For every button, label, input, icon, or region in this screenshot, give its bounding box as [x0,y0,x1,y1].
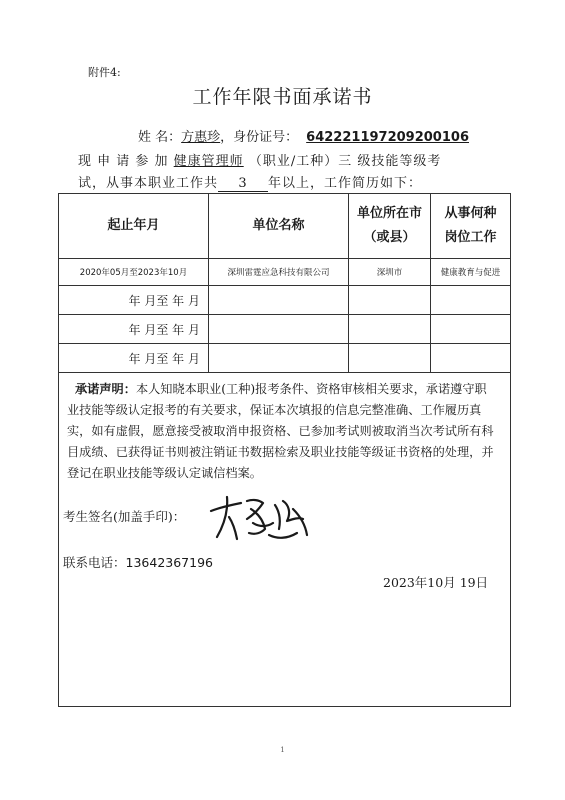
column-header [209,194,349,259]
cell-city [349,315,431,344]
phone-number: 13642367196 [125,555,213,570]
id-number: 642221197209200106 [306,130,469,145]
declaration-section [59,373,511,707]
work-years: 3 [218,176,268,192]
id-label: ，身份证号： [220,130,299,145]
phone-line [63,553,213,571]
column-header-text: 岗位工作 [444,230,497,245]
cell-period: 年 月至 年 月 [59,286,209,315]
cell-unit [209,286,349,315]
column-header [431,194,511,259]
column-header-text: 起止年月 [107,218,160,233]
table-row [59,344,511,373]
table-header-row [59,194,511,259]
name-label: 姓 名： [138,130,182,145]
applicant-line [138,126,469,145]
column-header [59,194,209,259]
table-row [59,286,511,315]
work-history-table [58,193,511,707]
column-header-text: （或县） [363,230,416,245]
attachment-label: 附件4: [88,66,121,79]
cell-position [431,344,511,373]
work-years-suffix: 年以上，工作简历如下： [268,176,423,191]
cell-period: 年 月至 年 月 [59,344,209,373]
application-line-1 [78,150,441,169]
handwritten-signature [207,489,317,545]
column-header-text: 单位所在市 [356,206,422,221]
cell-position [431,286,511,315]
application-line-2 [78,172,422,192]
declaration-text [67,379,497,484]
applicant-name: 方惠珍 [181,130,221,145]
column-header-text: 从事何种 [444,206,497,221]
cell-unit [209,315,349,344]
occupation-name: 健康管理师 [173,154,244,169]
apply-middle: （职业/工种）三 级技能等级考 [248,154,442,169]
table-row [59,259,511,286]
work-years-prefix: 试，从事本职业工作共 [78,176,219,191]
declaration-lead: 承诺声明： [75,382,136,396]
signature-label: 考生签名(加盖手印)： [63,509,186,524]
sign-date: 2023年10月 19日 [383,575,489,590]
phone-label: 联系电话： [63,555,126,570]
cell-city [349,344,431,373]
cell-position: 健康教育与促进 [431,259,511,286]
declaration-body: 本人知晓本职业(工种)报考条件、资格审核相关要求，承诺遵守职业技能等级认定报考的有关要求，保证本次填报的信息完整准确、工作履历真实，如有虚假，愿意接受被取消申报资格、已参加考试则被取消当次考试所有科目成绩、已获得证书则被注销证书数据检索及职业技能等级证书资格的处理，并登记在职业技能等级认定诚信档案。 [67,382,494,480]
apply-prefix: 现 申 请 参 加 [78,154,169,169]
cell-unit: 深圳雷霆应急科技有限公司 [209,259,349,286]
cell-period: 年 月至 年 月 [59,315,209,344]
table-row [59,315,511,344]
page-number: 1 [280,746,285,754]
column-header-text: 单位名称 [252,218,305,233]
cell-position [431,315,511,344]
page-title: 工作年限书面承诺书 [192,86,373,108]
cell-city: 深圳市 [349,259,431,286]
cell-period: 2020年05月至2023年10月 [59,259,209,286]
cell-unit [209,344,349,373]
cell-city [349,286,431,315]
column-header [349,194,431,259]
